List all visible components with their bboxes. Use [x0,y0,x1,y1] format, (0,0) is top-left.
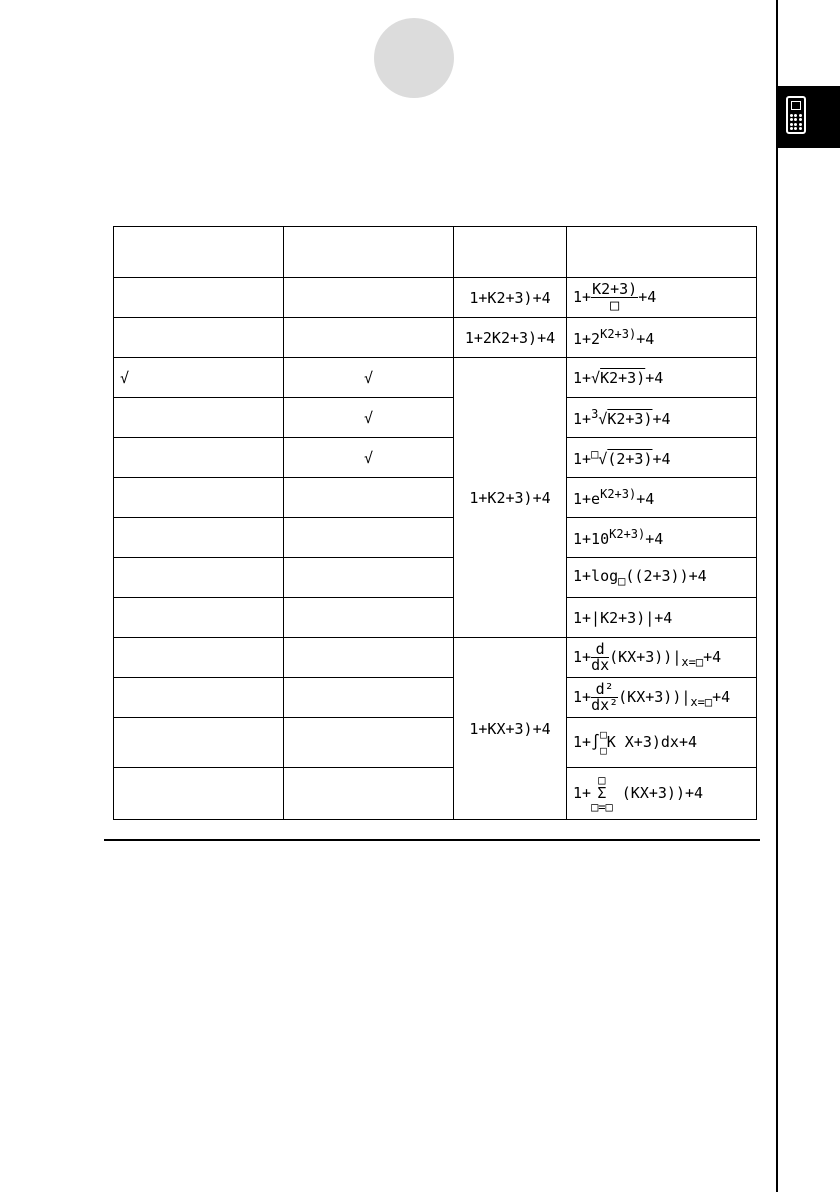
display-expression: 1+$^3$√K2+3)+4 [567,398,757,438]
table-row [114,398,757,438]
conversion-table [113,226,757,820]
display-expression: 1+□√(2+3)+4 [567,438,757,478]
table-cell [284,318,454,358]
input-expression: 1+K2+3)+4 [454,278,567,318]
header-cell [567,227,757,278]
display-expression: $1+e^{K2+3)}+4$ [567,478,757,518]
input-expression: 1+2K2+3)+4 [454,318,567,358]
table-cell [114,598,284,638]
table-cell [284,718,454,768]
table-cell [284,518,454,558]
calculator-icon [786,96,806,134]
table-cell: √ [114,358,284,398]
header-cell [114,227,284,278]
table-row [114,318,757,358]
table-cell [114,558,284,598]
table-cell [114,718,284,768]
table-cell [284,558,454,598]
input-expression: 1+K2+3)+4 [454,358,567,638]
table-cell [284,638,454,678]
display-expression: 1+ $\frac{K2+3)}{□}$ +4 [567,278,757,318]
table-cell [114,278,284,318]
chapter-tab [778,86,840,148]
table-cell [114,398,284,438]
table-row [114,518,757,558]
table-cell [284,678,454,718]
table-cell: √ [284,398,454,438]
display-expression: 1+ □ Σ □=□ (KX+3))+4 [567,768,757,820]
table-row [114,598,757,638]
table-cell [114,478,284,518]
table-cell [284,768,454,820]
table-cell: √ [284,438,454,478]
display-expression: $1+\log_□((2+3))+4$ [567,558,757,598]
table-row [114,558,757,598]
display-expression: 1+|K2+3)|+4 [567,598,757,638]
display-expression: $1+2^{K2+3)}+4$ [567,318,757,358]
table-row [114,768,757,820]
table-cell [284,478,454,518]
table-cell [284,278,454,318]
table-row [114,358,757,398]
table-row [114,278,757,318]
table-row [114,678,757,718]
table-cell [114,768,284,820]
table-row [114,438,757,478]
table-row [114,638,757,678]
table-cell [114,638,284,678]
table-row [114,478,757,518]
header-cell [284,227,454,278]
right-margin-rule [776,0,778,1192]
display-expression: $1+10^{K2+3)}+4$ [567,518,757,558]
table-cell: √ [284,358,454,398]
page-marker-circle [374,18,454,98]
input-expression: 1+KX+3)+4 [454,638,567,820]
display-expression: 1+√K2+3)+4 [567,358,757,398]
table-cell [114,318,284,358]
table-cell [114,678,284,718]
section-divider [104,839,760,841]
display-expression: 1+∫ □ □ K X+3)dx+4 [567,718,757,768]
table-cell [284,598,454,638]
table-cell [114,438,284,478]
table-cell [114,518,284,558]
display-expression: 1+ $\frac{\text{d²}}{\text{dx²}}$ $(KX+3))|_{x=□}+4$ [567,678,757,718]
table-row [114,718,757,768]
header-cell [454,227,567,278]
display-expression: 1+ $\frac{d}{dx}$ $(KX+3))|_{x=□}+4$ [567,638,757,678]
table-header-row [114,227,757,278]
